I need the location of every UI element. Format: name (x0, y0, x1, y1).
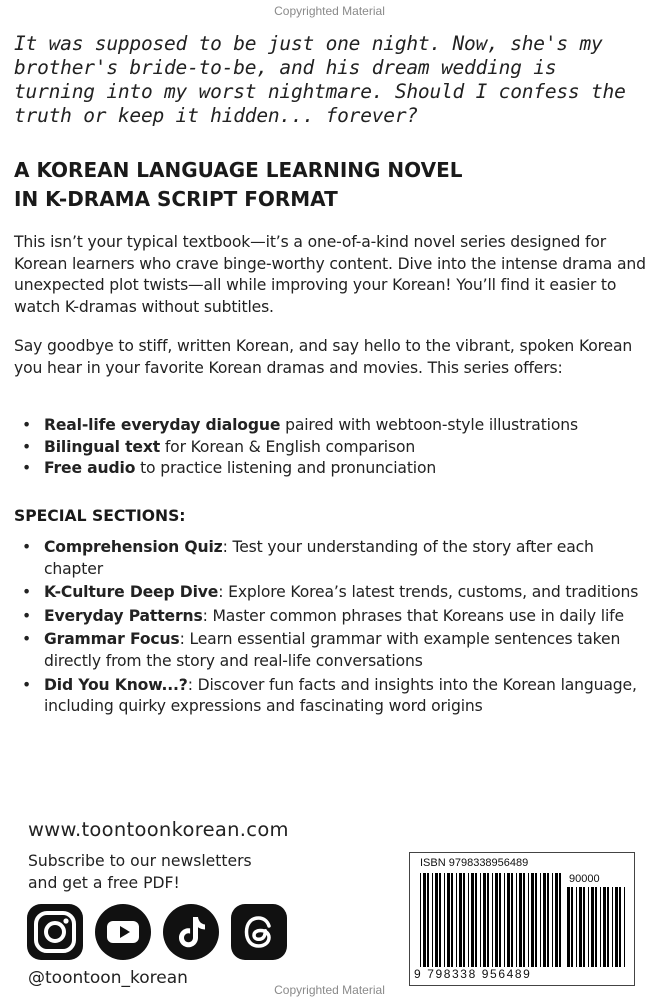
barcode-bar (495, 873, 498, 967)
tiktok-icon[interactable] (163, 904, 219, 960)
barcode-bar (451, 873, 453, 967)
intro-paragraph: This isn’t your typical textbook—it’s a one-of-a-kind novel series designed for Korean learners who crave binge-worthy content. Dive into the intense drama and unexpected plot twists—all while improving your Korean! You’ll find it easier to watch K-dramas without subtitles. (14, 233, 646, 316)
barcode-bar (571, 887, 573, 967)
barcode-addon-bars (567, 887, 629, 967)
barcode-bar (427, 873, 429, 967)
barcode-bar (447, 873, 450, 967)
barcode-bar (531, 873, 534, 967)
barcode-bar (459, 873, 462, 967)
threads-icon[interactable] (231, 904, 287, 960)
special-sections-list (0, 537, 650, 720)
item-text: : Discover fun facts and insights into the Korean language, including quirky expressions and fascinating word origins (44, 675, 637, 716)
social-handle[interactable]: @toontoon_korean (28, 968, 188, 988)
watermark-bottom: Copyrighted Material (274, 983, 385, 997)
bullet-icon: • (22, 583, 32, 602)
watermark-top: Copyrighted Material (274, 4, 385, 18)
barcode-bar (480, 873, 481, 967)
barcode-bar (591, 887, 594, 967)
item-bold: Free audio (44, 459, 136, 478)
headline-line-1: A KOREAN LANGUAGE LEARNING NOVEL (14, 158, 463, 182)
list-item (0, 675, 650, 718)
list-item (0, 606, 650, 628)
isbn-barcode (409, 852, 635, 986)
offers-list (0, 415, 650, 480)
barcode-bar (432, 873, 433, 967)
barcode-bar (492, 873, 493, 967)
isbn-digits: 9 798338 956489 (414, 967, 532, 981)
item-bold: Comprehension Quiz (44, 538, 223, 556)
barcode-bar (487, 873, 489, 967)
subscribe-line-1: Subscribe to our newsletters (28, 852, 252, 870)
list-item (0, 437, 650, 459)
barcode-bar (540, 873, 541, 967)
bullet-icon: • (22, 538, 32, 556)
item-bold: K-Culture Deep Dive (44, 583, 219, 602)
list-item (0, 582, 650, 604)
item-text: : Master common phrases that Koreans use in daily life (202, 606, 624, 625)
subscribe-text (28, 850, 252, 894)
headline-line-2: IN K-DRAMA SCRIPT FORMAT (14, 187, 338, 211)
barcode-bar (439, 873, 441, 967)
list-item (0, 537, 650, 580)
price-code: 90000 (569, 873, 600, 885)
barcode-bar (583, 887, 585, 967)
subscribe-line-2: and get a free PDF! (28, 874, 180, 892)
list-item (0, 629, 650, 672)
bullet-icon: • (22, 675, 32, 694)
barcode-bar (420, 873, 421, 967)
barcode-bar (507, 873, 510, 967)
barcode-bar (543, 873, 546, 967)
barcode-bar (475, 873, 477, 967)
barcode-bar (483, 873, 486, 967)
barcode-bar (624, 887, 625, 967)
say-goodbye-paragraph: Say goodbye to stiff, written Korean, and say hello to the vibrant, spoken Korean you hear in your favorite Korean dramas and movies. This series offers: (14, 337, 633, 377)
item-text: : Learn essential grammar with example sentences taken directly from the story and real-life conversations (44, 630, 621, 670)
bullet-icon: • (22, 437, 32, 456)
bullet-icon: • (22, 630, 32, 649)
item-bold: Did You Know...? (44, 675, 188, 694)
item-bold: Everyday Patterns (44, 606, 203, 625)
barcode-bar (600, 887, 601, 967)
barcode-bar (423, 873, 426, 967)
barcode-bar (463, 873, 465, 967)
barcode-bars (420, 873, 564, 967)
barcode-bar (607, 887, 609, 967)
barcode-bar (552, 873, 553, 967)
barcode-bar (559, 873, 561, 967)
barcode-bar (612, 887, 613, 967)
barcode-bar (523, 873, 525, 967)
youtube-icon[interactable] (95, 904, 151, 960)
barcode-bar (615, 887, 618, 967)
item-text: paired with webtoon-style illustrations (280, 416, 578, 434)
barcode-bar (576, 887, 577, 967)
tagline: It was supposed to be just one night. Now, she's my brother's bride-to-be, and his dream wedding is turning into my worst nightmare. Should I confess the truth or keep it hidden... forever? (14, 32, 626, 127)
barcode-bar (555, 873, 558, 967)
barcode-bar (456, 873, 457, 967)
barcode-bar (595, 887, 597, 967)
barcode-bar (504, 873, 505, 967)
barcode-bar (528, 873, 529, 967)
barcode-bar (619, 887, 621, 967)
item-text: : Explore Korea’s latest trends, customs, and traditions (218, 583, 639, 602)
item-bold: Bilingual text (44, 437, 161, 456)
item-text: : Test your understanding of the story after each chapter (44, 538, 594, 578)
instagram-icon[interactable] (27, 904, 83, 960)
barcode-bar (547, 873, 549, 967)
barcode-bar (468, 873, 469, 967)
item-text: for Korean & English comparison (160, 437, 416, 456)
bullet-icon: • (22, 459, 32, 478)
bullet-icon: • (22, 606, 32, 625)
barcode-bar (444, 873, 445, 967)
item-bold: Grammar Focus (44, 630, 180, 649)
barcode-bar (603, 887, 606, 967)
barcode-bar (471, 873, 474, 967)
headline (14, 156, 644, 214)
list-item (0, 458, 650, 480)
item-bold: Real-life everyday dialogue (44, 416, 281, 434)
barcode-bar (516, 873, 517, 967)
barcode-bar (535, 873, 537, 967)
barcode-bar (435, 873, 438, 967)
barcode-bar (499, 873, 501, 967)
list-item (0, 415, 650, 437)
barcode-bar (567, 887, 570, 967)
barcode-bar (588, 887, 589, 967)
special-sections-heading: SPECIAL SECTIONS: (14, 507, 186, 525)
barcode-bar (519, 873, 522, 967)
barcode-bar (511, 873, 513, 967)
website-link[interactable]: www.toontoonkorean.com (28, 818, 289, 841)
item-text: to practice listening and pronunciation (135, 459, 437, 478)
barcode-bar (579, 887, 582, 967)
social-icons (27, 904, 287, 960)
isbn-label: ISBN 9798338956489 (420, 857, 529, 869)
bullet-icon: • (22, 416, 32, 434)
